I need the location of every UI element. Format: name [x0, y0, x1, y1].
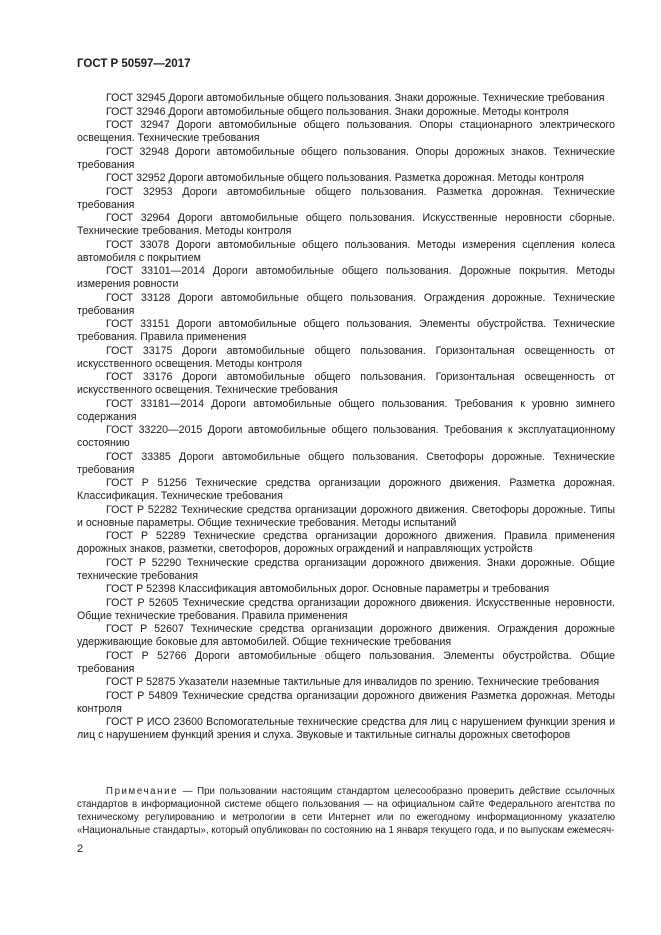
reference-item: ГОСТ 33385 Дороги автомобильные общего пользования. Светофоры дорожные. Технические требования	[77, 450, 615, 476]
reference-item: ГОСТ 33175 Дороги автомобильные общего пользования. Горизонтальная освещенность от искусственного освещения. Методы контроля	[77, 344, 615, 370]
normative-references	[77, 92, 615, 743]
reference-item: ГОСТ Р 52766 Дороги автомобильные общего пользования. Элементы обустройства. Общие требования	[77, 649, 615, 675]
reference-item: ГОСТ 33181—2014 Дороги автомобильные общего пользования. Требования к уровню зимнего содержания	[77, 397, 615, 423]
reference-item: ГОСТ Р 52875 Указатели наземные тактильные для инвалидов по зрению. Технические требования	[106, 676, 600, 688]
reference-item: ГОСТ 32946 Дороги автомобильные общего пользования. Знаки дорожные. Методы контроля	[106, 105, 569, 118]
reference-item: ГОСТ Р 52289 Технические средства организации дорожного движения. Правила применения дорожных знаков, разметки, светофоров, дорожных ограждений и направляющих устройств	[77, 530, 615, 555]
note-text: — При пользовании настоящим стандартом целесообразно проверить действие ссылочных стандартов в информационной системе общего пользования — на официальном сайте Федерального агентства по техническому регулированию и метрологии в сети Интернет или по ежегодному информационному указателю «Национальные стандарты», который опубликован по состоянию на 1 января текущего года, и по выпускам ежемесяч-	[77, 786, 615, 836]
reference-item: ГОСТ 32945 Дороги автомобильные общего пользования. Знаки дорожные. Технические требования	[106, 92, 605, 104]
reference-item: ГОСТ Р 52282 Технические средства организации дорожного движения. Светофоры дорожные. Типы и основные параметры. Общие технические требования. Методы испытаний	[77, 503, 615, 529]
reference-item: ГОСТ 33078 Дороги автомобильные общего пользования. Методы измерения сцепления колеса автомобиля с покрытием	[77, 238, 615, 264]
reference-item: ГОСТ 33101—2014 Дороги автомобильные общего пользования. Дорожные покрытия. Методы измерения ровности	[77, 265, 615, 290]
reference-item: ГОСТ 32953 Дороги автомобильные общего пользования. Разметка дорожная. Технические требования	[77, 185, 615, 211]
reference-item: ГОСТ 33128 Дороги автомобильные общего пользования. Ограждения дорожные. Технические требования	[77, 291, 615, 317]
document-header: ГОСТ Р 50597—2017	[77, 58, 191, 70]
reference-item: ГОСТ 32948 Дороги автомобильные общего пользования. Опоры дорожных знаков. Технические требования	[77, 145, 615, 171]
reference-item: ГОСТ 33151 Дороги автомобильные общего пользования. Элементы обустройства. Технические требования. Правила применения	[77, 318, 615, 343]
reference-item: ГОСТ Р 52607 Технические средства организации дорожного движения. Ограждения дорожные удерживающие боковые для автомобилей. Общие технические требования	[77, 623, 615, 648]
reference-item: ГОСТ 33220—2015 Дороги автомобильные общего пользования. Требования к эксплуатационному состоянию	[77, 424, 615, 449]
reference-item: ГОСТ Р 52398 Классификация автомобильных дорог. Основные параметры и требования	[106, 583, 550, 595]
reference-item: ГОСТ Р 54809 Технические средства организации дорожного движения Разметка дорожная. Методы контроля	[77, 689, 615, 715]
reference-item: ГОСТ Р 51256 Технические средства организации дорожного движения. Разметка дорожная. Классификация. Технические требования	[77, 477, 615, 502]
page-number: 2	[77, 843, 84, 855]
reference-item: ГОСТ 32952 Дороги автомобильные общего пользования. Разметка дорожная. Методы контроля	[106, 172, 585, 184]
reference-item: ГОСТ 32964 Дороги автомобильные общего пользования. Искусственные неровности сборные. Технические требования. Методы контроля	[77, 212, 615, 237]
reference-item: ГОСТ Р 52605 Технические средства организации дорожного движения. Искусственные неровности. Общие технические требования. Правила применения	[77, 596, 615, 622]
reference-item: ГОСТ 33176 Дороги автомобильные общего пользования. Горизонтальная освещенность от искусственного освещения. Технические требования	[77, 371, 615, 396]
note-label: Примечание	[106, 786, 179, 797]
note-paragraph	[77, 785, 615, 837]
reference-item: ГОСТ Р 52290 Технические средства организации дорожного движения. Знаки дорожные. Общие технические требования	[77, 556, 615, 582]
reference-item: ГОСТ Р ИСО 23600 Вспомогательные технические средства для лиц с нарушением функции зрения и лиц с нарушением функций зрения и слуха. Звуковые и тактильные сигналы дорожных светофоров	[77, 716, 615, 741]
reference-item: ГОСТ 32947 Дороги автомобильные общего пользования. Опоры стационарного электрического освещения. Технические требования	[77, 119, 615, 144]
